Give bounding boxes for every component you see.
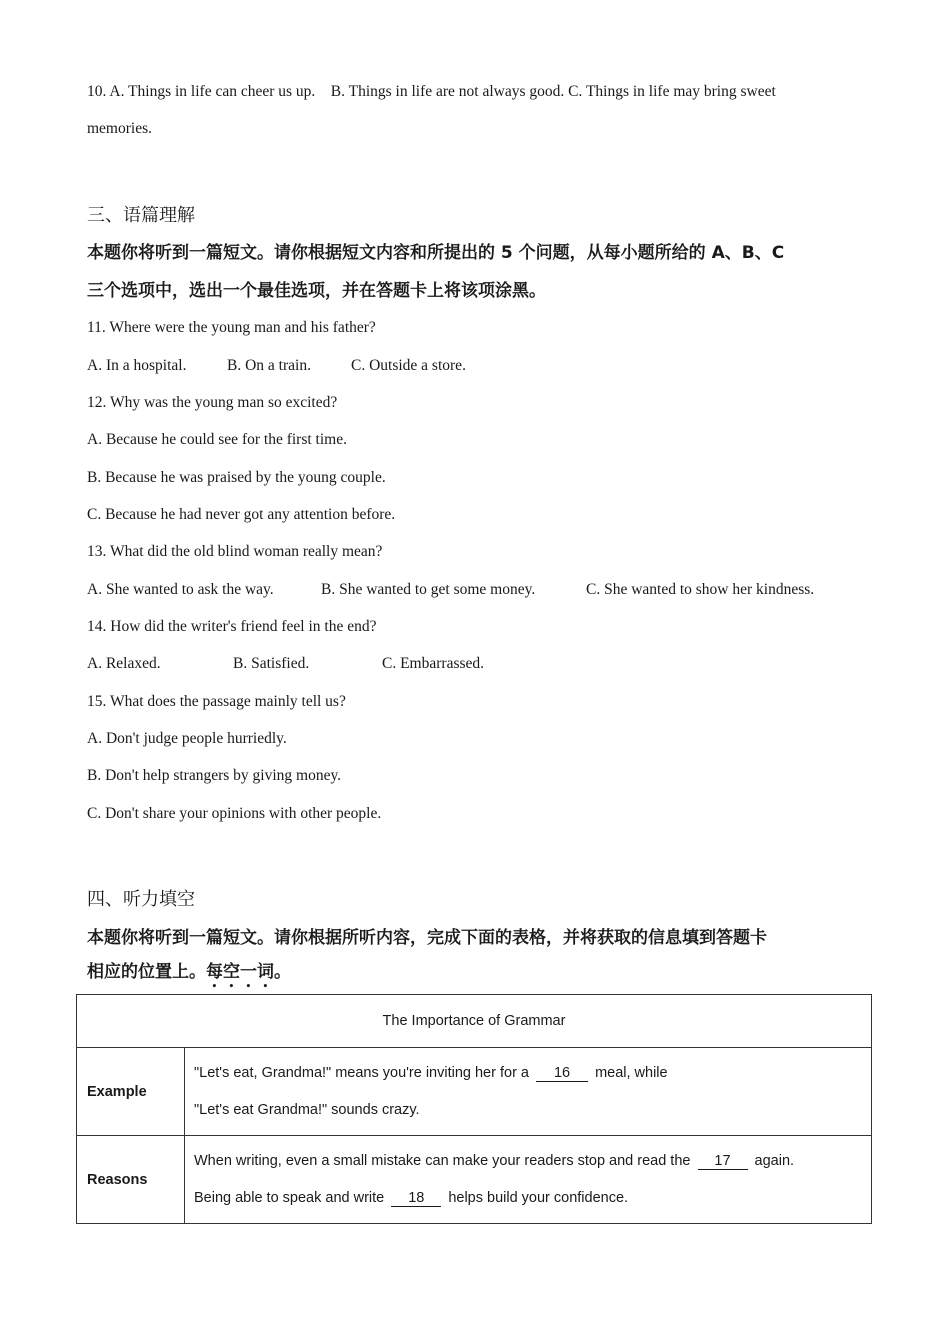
q12-option-a: A. Because he could see for the first time. — [87, 431, 347, 448]
q11-option-b: B. On a train. — [227, 357, 311, 374]
q14-option-c: C. Embarrassed. — [382, 655, 485, 672]
q14-question: 14. How did the writer's friend feel in the end? — [87, 618, 377, 635]
section4-instruction: 本题你将听到一篇短文。请你根据所听内容，完成下面的表格，并将获取的信息填到答题卡 — [87, 928, 767, 948]
instruction-text: 相应的位置上。 — [87, 962, 206, 982]
reason-text-2: Being able to speak and write — [194, 1190, 385, 1206]
q11-option-a: A. In a hospital. — [87, 357, 187, 374]
reason-text-1: When writing, even a small mistake can make your readers stop and read the — [194, 1153, 691, 1169]
q10-options-line: 10. A. Things in life can cheer us up. B. Things in life are not always good. C. Things in life may bring sweet — [87, 83, 776, 100]
blank-17: 17 — [698, 1153, 748, 1170]
blank-18: 18 — [391, 1190, 441, 1207]
q11-question: 11. Where were the young man and his father? — [87, 319, 376, 336]
q14-option-b: B. Satisfied. — [233, 655, 310, 672]
section4-instruction-continued — [87, 960, 291, 992]
row-label-reasons: Reasons — [77, 1136, 185, 1224]
q11-option-c: C. Outside a store. — [351, 357, 466, 374]
table-title: The Importance of Grammar — [77, 995, 872, 1048]
q10-options-continued: memories. — [87, 120, 152, 137]
q13-option-b: B. She wanted to get some money. — [321, 581, 536, 598]
q15-option-c: C. Don't share your opinions with other people. — [87, 805, 382, 822]
reasons-cell — [185, 1136, 872, 1224]
reason-text-2-after: helps build your confidence. — [448, 1190, 629, 1206]
q15-option-b: B. Don't help strangers by giving money. — [87, 767, 342, 784]
example-text: "Let's eat, Grandma!" means you're inviting her for a — [194, 1065, 529, 1081]
q12-question: 12. Why was the young man so excited? — [87, 394, 338, 411]
q13-option-a: A. She wanted to ask the way. — [87, 581, 274, 598]
q12-option-b: B. Because he was praised by the young couple. — [87, 469, 386, 486]
reason-text-1-after: again. — [754, 1153, 795, 1169]
example-cell — [185, 1048, 872, 1136]
section4-title: 四、听力填空 — [87, 889, 195, 910]
emphasized-requirement: 每空一词 — [206, 962, 274, 982]
blank-16: 16 — [536, 1065, 588, 1082]
section3-title: 三、语篇理解 — [87, 205, 195, 226]
q15-option-a: A. Don't judge people hurriedly. — [87, 730, 287, 747]
q13-option-c: C. She wanted to show her kindness. — [586, 581, 815, 598]
example-text-after: meal, while — [595, 1065, 668, 1081]
q12-option-c: C. Because he had never got any attention before. — [87, 506, 396, 523]
section3-instruction-continued: 三个选项中，选出一个最佳选项，并在答题卡上将该项涂黑。 — [87, 281, 546, 301]
q14-option-a: A. Relaxed. — [87, 655, 161, 672]
instruction-period: 。 — [274, 962, 291, 982]
row-label-example: Example — [77, 1048, 185, 1136]
example-text-line2: "Let's eat Grandma!" sounds crazy. — [194, 1102, 420, 1118]
q13-question: 13. What did the old blind woman really mean? — [87, 543, 383, 560]
grammar-table — [76, 994, 872, 1224]
section3-instruction: 本题你将听到一篇短文。请你根据短文内容和所提出的 5 个问题，从每小题所给的 A、B、C — [87, 243, 785, 263]
q15-question: 15. What does the passage mainly tell us? — [87, 693, 346, 710]
